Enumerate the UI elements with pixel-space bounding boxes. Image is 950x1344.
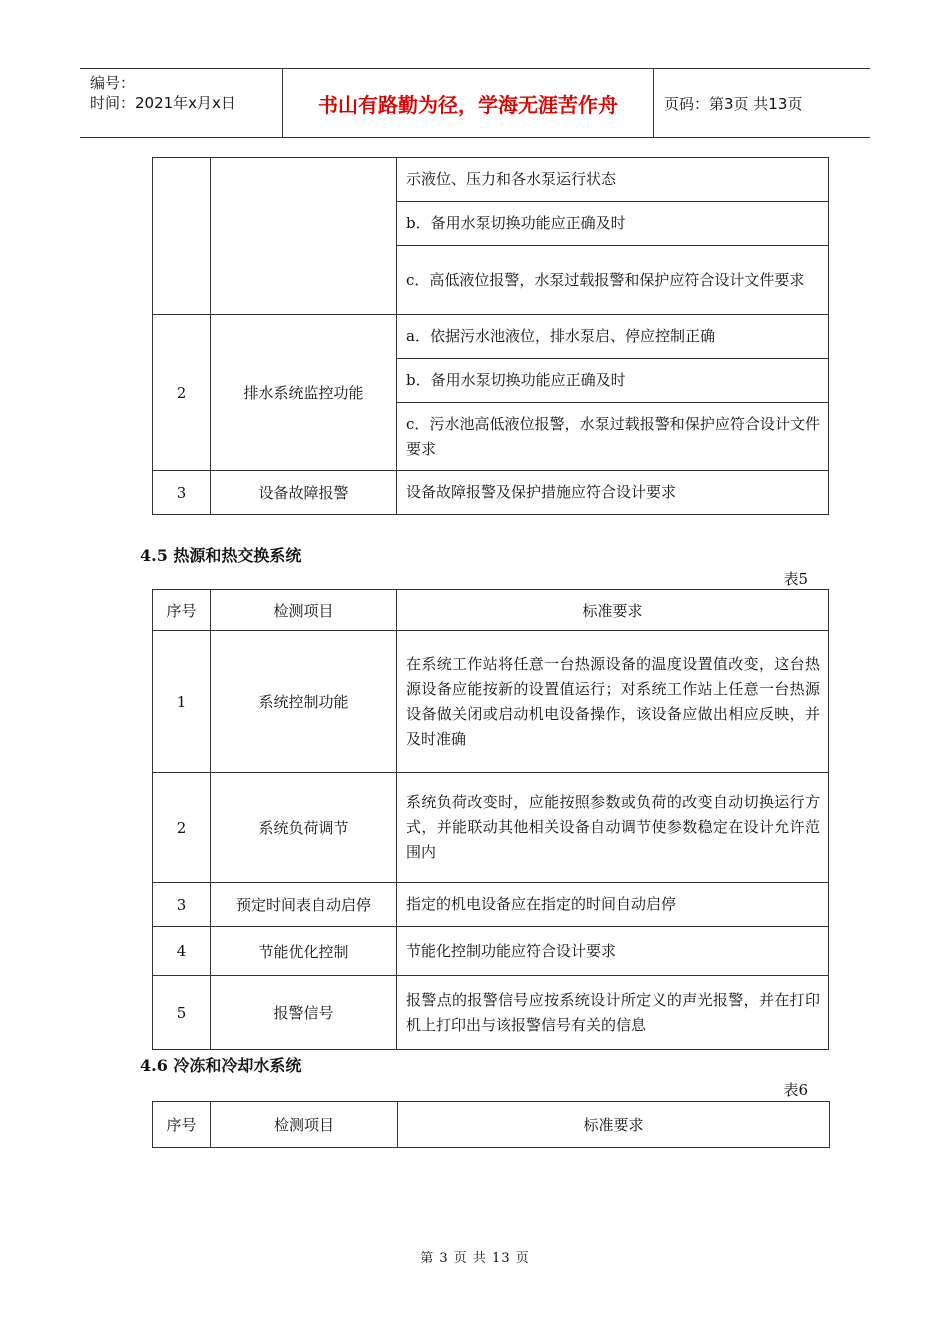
col-header-item: 检测项目 bbox=[211, 1102, 398, 1148]
table-label-6: 表6 bbox=[783, 1081, 808, 1099]
col-header-req: 标准要求 bbox=[398, 1102, 830, 1148]
table-header-row bbox=[153, 1102, 830, 1148]
cell-num bbox=[153, 158, 211, 315]
table-row bbox=[153, 773, 829, 883]
cell-num: 3 bbox=[153, 883, 211, 927]
cell-num: 5 bbox=[153, 976, 211, 1050]
cell-num: 4 bbox=[153, 927, 211, 976]
section-title-4-6: 4.6 冷冻和冷却水系统 bbox=[140, 1056, 302, 1075]
cell-req: 示液位、压力和各水泵运行状态 bbox=[397, 158, 829, 202]
table-header-row bbox=[153, 590, 829, 631]
col-header-req: 标准要求 bbox=[397, 590, 829, 631]
table-row bbox=[153, 976, 829, 1050]
doc-time-label: 时间：2021年x月x日 bbox=[90, 94, 236, 112]
doc-code-label: 编号： bbox=[90, 74, 136, 92]
cell-req: 在系统工作站将任意一台热源设备的温度设置值改变，这台热源设备应能按新的设置值运行；对系统工作站上任意一台热源设备做关闭或启动机电设备操作，该设备应做出相应反映，并及时准确 bbox=[397, 631, 829, 773]
cell-num: 2 bbox=[153, 773, 211, 883]
cell-req: a．依据污水池液位，排水泵启、停应控制正确 bbox=[397, 315, 829, 359]
table-row bbox=[153, 315, 829, 359]
table-row bbox=[153, 927, 829, 976]
cell-num: 1 bbox=[153, 631, 211, 773]
col-header-num: 序号 bbox=[153, 1102, 211, 1148]
cell-item: 系统控制功能 bbox=[211, 631, 397, 773]
table-row bbox=[153, 471, 829, 515]
table-row bbox=[153, 883, 829, 927]
cell-item: 节能优化控制 bbox=[211, 927, 397, 976]
cell-req: b．备用水泵切换功能应正确及时 bbox=[397, 359, 829, 403]
cell-num: 3 bbox=[153, 471, 211, 515]
page-footer: 第 3 页 共 13 页 bbox=[420, 1251, 530, 1266]
cell-item bbox=[211, 158, 397, 315]
cell-item: 报警信号 bbox=[211, 976, 397, 1050]
col-header-num: 序号 bbox=[153, 590, 211, 631]
cell-req: 节能化控制功能应符合设计要求 bbox=[397, 927, 829, 976]
cell-item: 系统负荷调节 bbox=[211, 773, 397, 883]
section-title-4-5: 4.5 热源和热交换系统 bbox=[140, 546, 302, 565]
cell-req: c．污水池高低液位报警，水泵过载报警和保护应符合设计文件要求 bbox=[397, 403, 829, 471]
table-6 bbox=[152, 1101, 830, 1148]
table-row bbox=[153, 158, 829, 202]
header-page-number: 页码：第3页 共13页 bbox=[664, 94, 803, 113]
cell-req: b．备用水泵切换功能应正确及时 bbox=[397, 202, 829, 246]
page-header bbox=[80, 68, 870, 138]
cell-item: 排水系统监控功能 bbox=[211, 315, 397, 471]
cell-req: 设备故障报警及保护措施应符合设计要求 bbox=[397, 471, 829, 515]
cell-num: 2 bbox=[153, 315, 211, 471]
table-label-5: 表5 bbox=[783, 570, 808, 588]
table-continued bbox=[152, 157, 829, 515]
cell-req: 报警点的报警信号应按系统设计所定义的声光报警，并在打印机上打印出与该报警信号有关的信息 bbox=[397, 976, 829, 1050]
table-5 bbox=[152, 589, 829, 1050]
col-header-item: 检测项目 bbox=[211, 590, 397, 631]
cell-req: c．高低液位报警，水泵过载报警和保护应符合设计文件要求 bbox=[397, 246, 829, 315]
header-meta bbox=[80, 69, 282, 137]
header-motto: 书山有路勤为径，学海无涯苦作舟 bbox=[282, 69, 654, 137]
cell-req: 指定的机电设备应在指定的时间自动启停 bbox=[397, 883, 829, 927]
cell-item: 预定时间表自动启停 bbox=[211, 883, 397, 927]
table-row bbox=[153, 631, 829, 773]
cell-req: 系统负荷改变时，应能按照参数或负荷的改变自动切换运行方式，并能联动其他相关设备自动调节使参数稳定在设计允许范围内 bbox=[397, 773, 829, 883]
cell-item: 设备故障报警 bbox=[211, 471, 397, 515]
